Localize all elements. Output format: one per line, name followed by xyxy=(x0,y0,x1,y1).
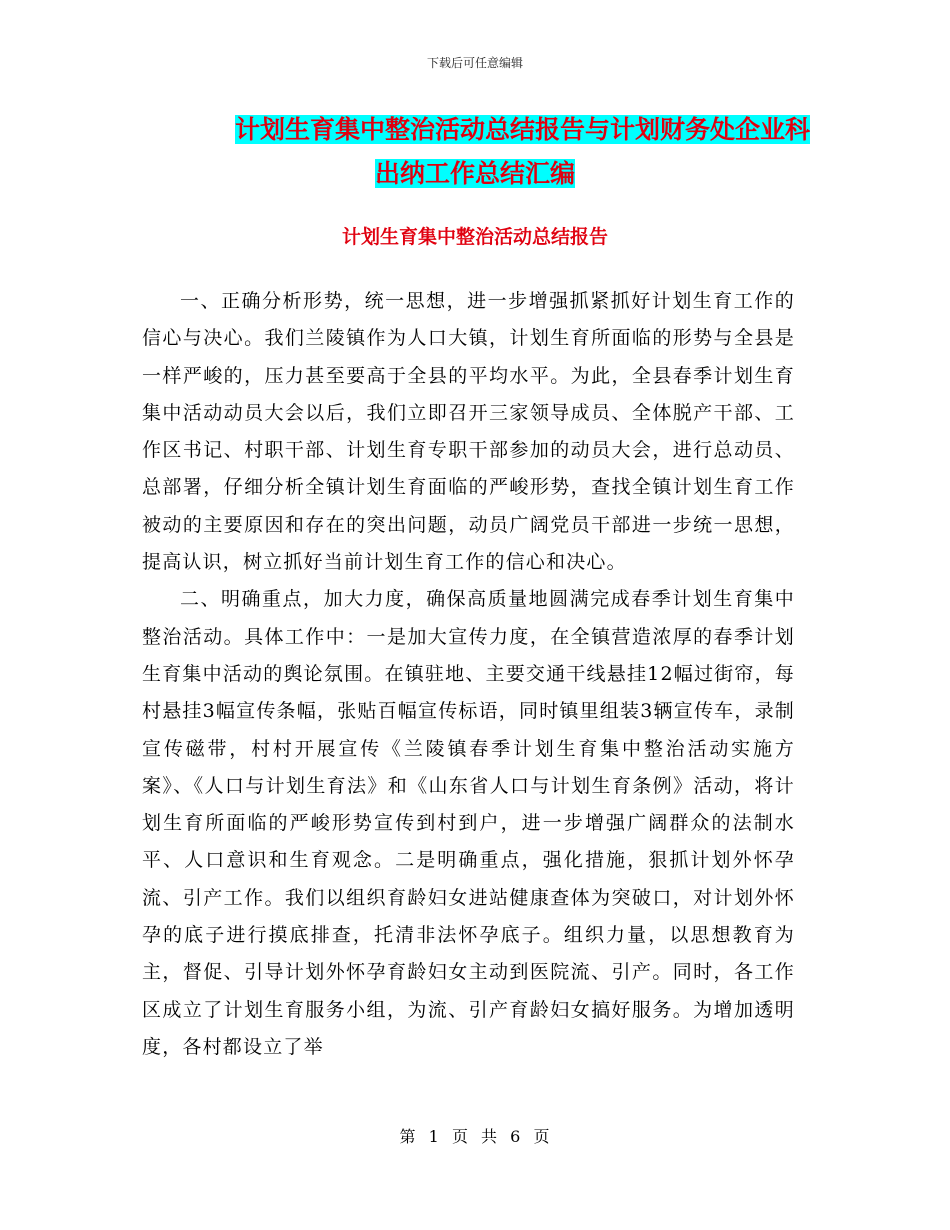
paragraph-1: 一、正确分析形势，统一思想，进一步增强抓紧抓好计划生育工作的信心与决心。我们兰陵镇作为人口大镇，计划生育所面临的形势与全县是一样严峻的，压力甚至要高于全县的平均水平。为此，全县春季计划生育集中活动动员大会以后，我们立即召开三家领导成员、全体脱产干部、工作区书记、村职干部、计划生育专职干部参加的动员大会，进行总动员、总部署，仔细分析全镇计划生育面临的严峻形势，查找全镇计划生育工作被动的主要原因和存在的突出问题，动员广阔党员干部进一步统一思想，提高认识，树立抓好当前计划生育工作的信心和决心。 xyxy=(142,290,795,574)
footer-total-pages: 6 xyxy=(510,1127,522,1146)
footer-page-number: 1 xyxy=(428,1127,440,1146)
title-highlight-1: 计划生育集中整治活动总结报告与计划财务处企业科 xyxy=(234,115,810,144)
section-title: 计划生育集中整治活动总结报告 xyxy=(341,226,608,248)
header-note: 下载后可任意编辑 xyxy=(426,56,523,70)
paragraph-2: 二、明确重点，加大力度，确保高质量地圆满完成春季计划生育集中整治活动。具体工作中：一是加大宣传力度，在全镇营造浓厚的春季计划生育集中活动的舆论氛围。在镇驻地、主要交通干线悬挂12幅过街帘，每村悬挂3幅宣传条幅，张贴百幅宣传标语，同时镇里组装3辆宣传车，录制宣传磁带，村村开展宣传《兰陵镇春季计划生育集中整治活动实施方案》、《人口与计划生育法》和《山东省人口与计划生育条例》活动，将计划生育所面临的严峻形势宣传到村到户，进一步增强广阔群众的法制水平、人口意识和生育观念。二是明确重点，强化措施，狠抓计划外怀孕流、引产工作。我们以组织育龄妇女进站健康查体为突破口，对计划外怀孕的底子进行摸底排查，托清非法怀孕底子。组织力量，以思想教育为主，督促、引导计划外怀孕育龄妇女主动到医院流、引产。同时，各工作区成立了计划生育服务小组，为流、引产育龄妇女搞好服务。为增加透明度，各村都设立了举 xyxy=(142,588,795,1058)
footer-page-word: 页 xyxy=(451,1127,469,1146)
footer-suffix: 页 xyxy=(533,1127,551,1146)
document-title-line-1 xyxy=(140,113,810,147)
body-text xyxy=(142,283,795,1066)
document-title-line-2 xyxy=(140,157,810,191)
title-highlight-2: 出纳工作总结汇编 xyxy=(374,159,575,188)
footer-total-word: 共 xyxy=(481,1127,499,1146)
page-footer xyxy=(0,1124,950,1147)
footer-prefix: 第 xyxy=(399,1127,417,1146)
